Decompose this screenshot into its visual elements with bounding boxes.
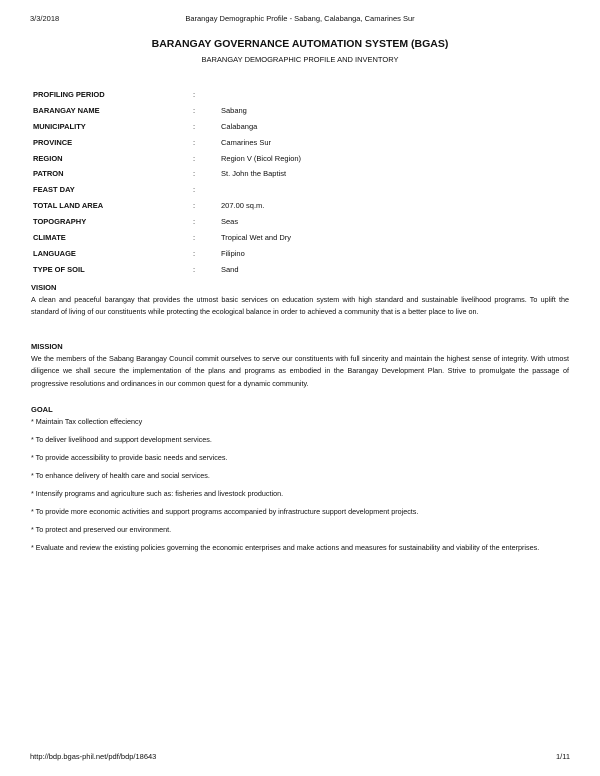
mission-heading: MISSION — [31, 342, 63, 351]
profile-row-type-of-soil — [33, 265, 553, 281]
print-page-title: Barangay Demographic Profile - Sabang, Calabanga, Camarines Sur — [185, 14, 415, 23]
profile-value: Filipino — [221, 248, 245, 258]
goal-item: * To enhance delivery of health care and social services. — [31, 471, 210, 480]
profile-label: LANGUAGE — [33, 248, 76, 258]
profile-row-feast-day — [33, 185, 553, 201]
goal-section — [31, 405, 569, 560]
profile-table — [33, 90, 553, 281]
profile-colon: : — [193, 185, 196, 195]
profile-colon: : — [193, 137, 196, 147]
profile-value: Sabang — [221, 105, 247, 115]
profile-label: PATRON — [33, 169, 64, 179]
profile-row-topography — [33, 217, 553, 233]
profile-colon: : — [193, 248, 196, 258]
profile-colon: : — [193, 105, 196, 115]
profile-value: Region V (Bicol Region) — [221, 153, 302, 163]
profile-row-region — [33, 154, 553, 170]
profile-label: REGION — [33, 153, 63, 163]
profile-label: CLIMATE — [33, 233, 66, 243]
goal-item: * Intensify programs and agriculture such as: fisheries and livestock production. — [31, 489, 284, 498]
profile-value: St. John the Baptist — [221, 169, 287, 179]
vision-heading: VISION — [31, 283, 57, 292]
print-date: 3/3/2018 — [30, 14, 60, 23]
goal-item: * Maintain Tax collection effeciency — [31, 417, 143, 426]
document-title: BARANGAY GOVERNANCE AUTOMATION SYSTEM (BGAS) — [151, 38, 449, 50]
profile-row-profiling-period — [33, 90, 553, 106]
profile-label: FEAST DAY — [33, 185, 75, 195]
profile-colon: : — [193, 201, 196, 211]
profile-value: Tropical Wet and Dry — [221, 233, 292, 243]
profile-label: PROVINCE — [33, 137, 73, 147]
profile-colon: : — [193, 153, 196, 163]
profile-colon: : — [193, 121, 196, 131]
goal-item: * Evaluate and review the existing policies governing the economic enterprises and make actions and measures for sustainability and viability of the enterprises. — [31, 543, 540, 552]
profile-label: TOPOGRAPHY — [33, 217, 87, 227]
profile-label: TOTAL LAND AREA — [33, 201, 104, 211]
profile-value: Calabanga — [221, 121, 258, 131]
profile-row-barangay-name — [33, 106, 553, 122]
profile-row-municipality — [33, 122, 553, 138]
goal-heading: GOAL — [31, 405, 53, 414]
mission-section — [31, 342, 569, 390]
goal-list — [31, 416, 569, 554]
profile-row-language — [33, 249, 553, 265]
profile-colon: : — [193, 233, 196, 243]
footer-page-number: 1/11 — [555, 752, 570, 761]
profile-colon: : — [193, 90, 196, 99]
profile-label: TYPE OF SOIL — [33, 264, 85, 274]
profile-label: PROFILING PERIOD — [33, 90, 105, 99]
profile-label: BARANGAY NAME — [33, 105, 100, 115]
profile-value: Seas — [221, 217, 239, 227]
profile-colon: : — [193, 217, 196, 227]
profile-row-total-land-area — [33, 201, 553, 217]
goal-item: * To provide accessibility to provide basic needs and services. — [31, 453, 228, 462]
vision-text: A clean and peaceful barangay that provides the utmost basic services on education system with high standard and sustainable livelihood programs. To uplift the standard of living of our constituents while protecting the ecological balance in order to achieved a community that is a better place to live on. — [31, 295, 569, 317]
profile-value: 207.00 sq.m. — [221, 201, 265, 211]
profile-row-climate — [33, 233, 553, 249]
goal-item: * To protect and preserved our environment. — [31, 525, 172, 534]
footer-url: http://bdp.bgas-phil.net/pdf/bdp/18643 — [30, 752, 157, 761]
goal-item: * To provide more economic activities and support programs accompanied by infrastructure support development projects. — [31, 507, 419, 516]
vision-section — [31, 283, 569, 319]
profile-colon: : — [193, 169, 196, 179]
profile-colon: : — [193, 264, 196, 274]
profile-value: Camarines Sur — [221, 137, 272, 147]
profile-row-province — [33, 138, 553, 154]
profile-row-patron — [33, 169, 553, 185]
profile-label: MUNICIPALITY — [33, 121, 86, 131]
profile-value: Sand — [221, 264, 239, 274]
mission-text: We the members of the Sabang Barangay Council commit ourselves to serve our constituents with full sincerity and maintain the highest sense of integrity. With utmost diligence we shall secure the implementation of the plans and programs as embodied in the Barangay Development Plan. Strive to promulgate the passage of progressive resolutions and ordinances in our common quest for a dynamic community. — [31, 354, 569, 388]
goal-item: * To deliver livelihood and support development services. — [31, 435, 212, 444]
document-subtitle: BARANGAY DEMOGRAPHIC PROFILE AND INVENTORY — [201, 55, 399, 64]
